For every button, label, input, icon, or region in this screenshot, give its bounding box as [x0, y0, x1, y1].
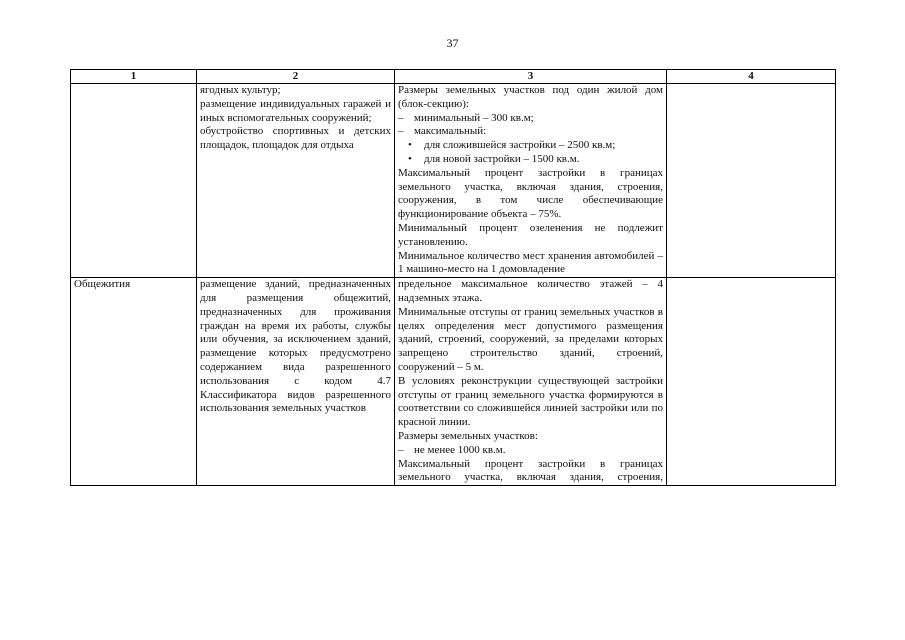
row2-col1-cell: Общежития — [71, 278, 197, 486]
dash-marker: – — [398, 125, 404, 138]
dash-text: максимальный: — [414, 125, 487, 138]
paragraph: Максимальный процент застройки в границах земельного участка, включая здания, строения, сооружения, в том числе обеспечивающие функционирование объекта – 75%. — [398, 166, 663, 221]
row1-col1-cell — [71, 84, 197, 278]
page-number: 37 — [446, 36, 459, 50]
bullet-marker: • — [408, 139, 412, 152]
header-col-4: 4 — [667, 70, 836, 84]
paragraph: В условиях реконструкции существующей застройки отступы от границ земельного участка формируются в соответствии со сложившейся линией застройки или по красной линии. — [398, 374, 663, 429]
dash-list-item — [398, 125, 663, 139]
bullet-marker: • — [408, 152, 412, 165]
header-col-2: 2 — [197, 70, 395, 84]
table-row — [71, 278, 836, 486]
dash-text: не менее 1000 кв.м. — [414, 443, 506, 456]
paragraph: Размеры земельных участков: — [398, 429, 538, 442]
paragraph: Максимальный процент застройки в границах земельного участка, включая здания, строения, — [398, 457, 663, 484]
row1-col4-cell — [667, 84, 836, 278]
table-header-row — [71, 70, 836, 84]
row1-col3-cell — [395, 84, 667, 278]
row1-intro: Размеры земельных участков под один жилой дом (блок-секцию): — [398, 84, 663, 110]
table-row — [71, 84, 836, 278]
row2-col2-text: размещение зданий, предназначенных для размещения общежитий, предназначенных для проживания граждан на время их работы, службы или обучения, за исключением зданий, размещение которых предусмотрено содержанием вида разрешенного использования с кодом 4.7 Классификатора видов разрешенного использования земельных участков — [200, 278, 391, 415]
row2-col3-cell — [395, 278, 667, 486]
bullet-text: для сложившейся застройки – 2500 кв.м; — [424, 139, 616, 152]
row2-col2-cell — [197, 278, 395, 486]
row1-col2-line: ягодных культур; — [200, 84, 281, 96]
row1-col2-line: размещение индивидуальных гаражей и иных вспомогательных сооружений; — [200, 97, 391, 124]
row2-col4-cell — [667, 278, 836, 486]
dash-marker: – — [398, 111, 404, 124]
dash-text: минимальный – 300 кв.м; — [414, 111, 534, 124]
row1-col2-cell — [197, 84, 395, 278]
dash-marker: – — [398, 443, 404, 456]
bullet-list-item — [398, 139, 663, 153]
dash-list-item — [398, 112, 663, 126]
paragraph: Минимальные отступы от границ земельных участков в целях определения мест допустимого размещения зданий, строений, сооружений, за пределами которых запрещено строительство зданий, строений, сооружений – 5 м. — [398, 305, 663, 373]
header-col-3: 3 — [395, 70, 667, 84]
regulations-table — [70, 69, 836, 486]
row1-col2-line: обустройство спортивных и детских площадок, площадок для отдыха — [200, 125, 391, 152]
paragraph: предельное максимальное количество этажей – 4 надземных этажа. — [398, 278, 663, 304]
paragraph: Минимальный процент озеленения не подлежит установлению. — [398, 221, 663, 248]
bullet-text: для новой застройки – 1500 кв.м. — [424, 152, 580, 165]
dash-list-item — [398, 444, 663, 458]
header-col-1: 1 — [71, 70, 197, 84]
paragraph: Минимальное количество мест хранения автомобилей – 1 машино-место на 1 домовладение — [398, 249, 663, 276]
bullet-list-item — [398, 153, 663, 167]
